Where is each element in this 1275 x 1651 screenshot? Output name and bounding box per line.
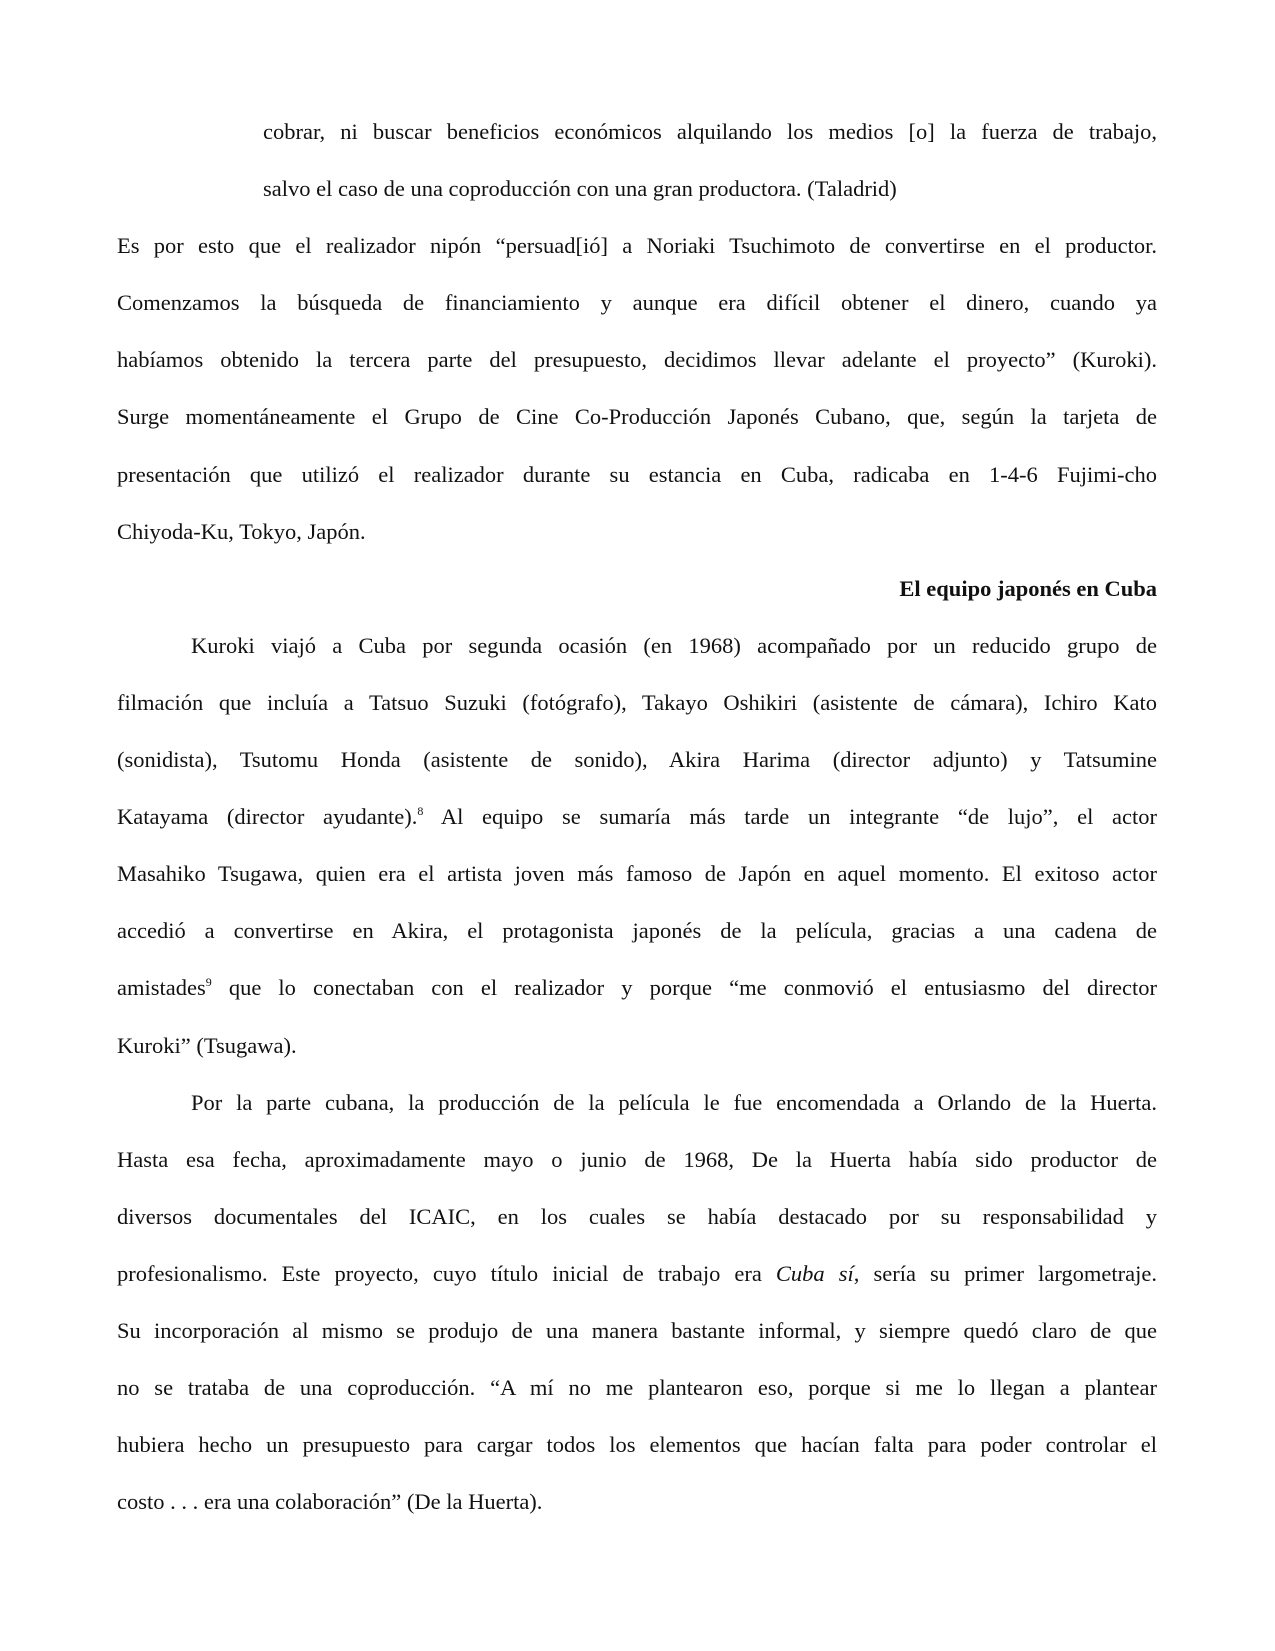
body-text-line: Es por esto que el realizador nipón “persuad[ió] a Noriaki Tsuchimoto de convertirse en el productor. [117, 233, 1157, 259]
footnote-marker: 9 [205, 975, 212, 990]
body-text-line: Chiyoda-Ku, Tokyo, Japón. [117, 518, 366, 544]
film-title: Cuba sí [775, 1260, 854, 1286]
body-text-line: no se trataba de una coproducción. “A mí no me plantearon eso, porque si me lo llegan a plantear [117, 1375, 1157, 1401]
section-heading: El equipo japonés en Cuba [899, 575, 1157, 601]
body-text-line: Kuroki” (Tsugawa). [117, 1032, 297, 1058]
body-text-line [117, 959, 1157, 1016]
body-text-line: costo . . . era una colaboración” (De la Huerta). [117, 1489, 543, 1515]
body-text-line: Comenzamos la búsqueda de financiamiento y aunque era difícil obtener el dinero, cuando ya [117, 290, 1157, 316]
block-quote-line: cobrar, ni buscar beneficios económicos alquilando los medios [o] la fuerza de trabajo, [263, 119, 1157, 144]
footnote-marker: 8 [417, 804, 424, 819]
body-text-segment: amistades [117, 975, 206, 1001]
body-text-line [117, 788, 1157, 845]
body-text-segment: Al equipo se sumaría más tarde un integrante “de lujo”, el actor [423, 804, 1157, 830]
body-text-line: hubiera hecho un presupuesto para cargar todos los elementos que hacían falta para poder controlar el [117, 1432, 1157, 1458]
body-text-line: Por la parte cubana, la producción de la película le fue encomendada a Orlando de la Huerta. [191, 1089, 1157, 1115]
body-text-line: accedió a convertirse en Akira, el protagonista japonés de la película, gracias a una cadena de [117, 918, 1157, 944]
body-text-line: Surge momentáneamente el Grupo de Cine Co-Producción Japonés Cubano, que, según la tarjeta de [117, 404, 1157, 430]
body-text-segment: que lo conectaban con el realizador y porque “me conmovió el entusiasmo del director [211, 975, 1157, 1001]
body-text-line: habíamos obtenido la tercera parte del presupuesto, decidimos llevar adelante el proyecto” (Kuroki). [117, 347, 1157, 373]
body-text-line: Hasta esa fecha, aproximadamente mayo o junio de 1968, De la Huerta había sido productor de [117, 1146, 1157, 1172]
body-text-line: Kuroki viajó a Cuba por segunda ocasión (en 1968) acompañado por un reducido grupo de [191, 632, 1157, 658]
body-text-segment: , sería su primer largometraje. [853, 1260, 1158, 1286]
body-text-line: diversos documentales del ICAIC, en los cuales se había destacado por su responsabilidad y [117, 1203, 1157, 1229]
body-text-line: (sonidista), Tsutomu Honda (asistente de sonido), Akira Harima (director adjunto) y Tatsumine [117, 747, 1157, 773]
body-text-line: Masahiko Tsugawa, quien era el artista joven más famoso de Japón en aquel momento. El exitoso actor [117, 861, 1157, 887]
body-text-segment: Katayama (director ayudante). [117, 804, 418, 830]
body-text-line [117, 1245, 1157, 1302]
body-text-line: filmación que incluía a Tatsuo Suzuki (fotógrafo), Takayo Oshikiri (asistente de cámara), Ichiro Kato [117, 689, 1157, 715]
block-quote-line: salvo el caso de una coproducción con una gran productora. (Taladrid) [263, 176, 897, 202]
body-text-segment: profesionalismo. Este proyecto, cuyo título inicial de trabajo era [117, 1260, 776, 1286]
body-text-line: presentación que utilizó el realizador durante su estancia en Cuba, radicaba en 1-4-6 Fujimi-cho [117, 461, 1157, 487]
body-text-line: Su incorporación al mismo se produjo de una manera bastante informal, y siempre quedó claro de que [117, 1317, 1157, 1343]
document-page [117, 103, 1157, 1530]
